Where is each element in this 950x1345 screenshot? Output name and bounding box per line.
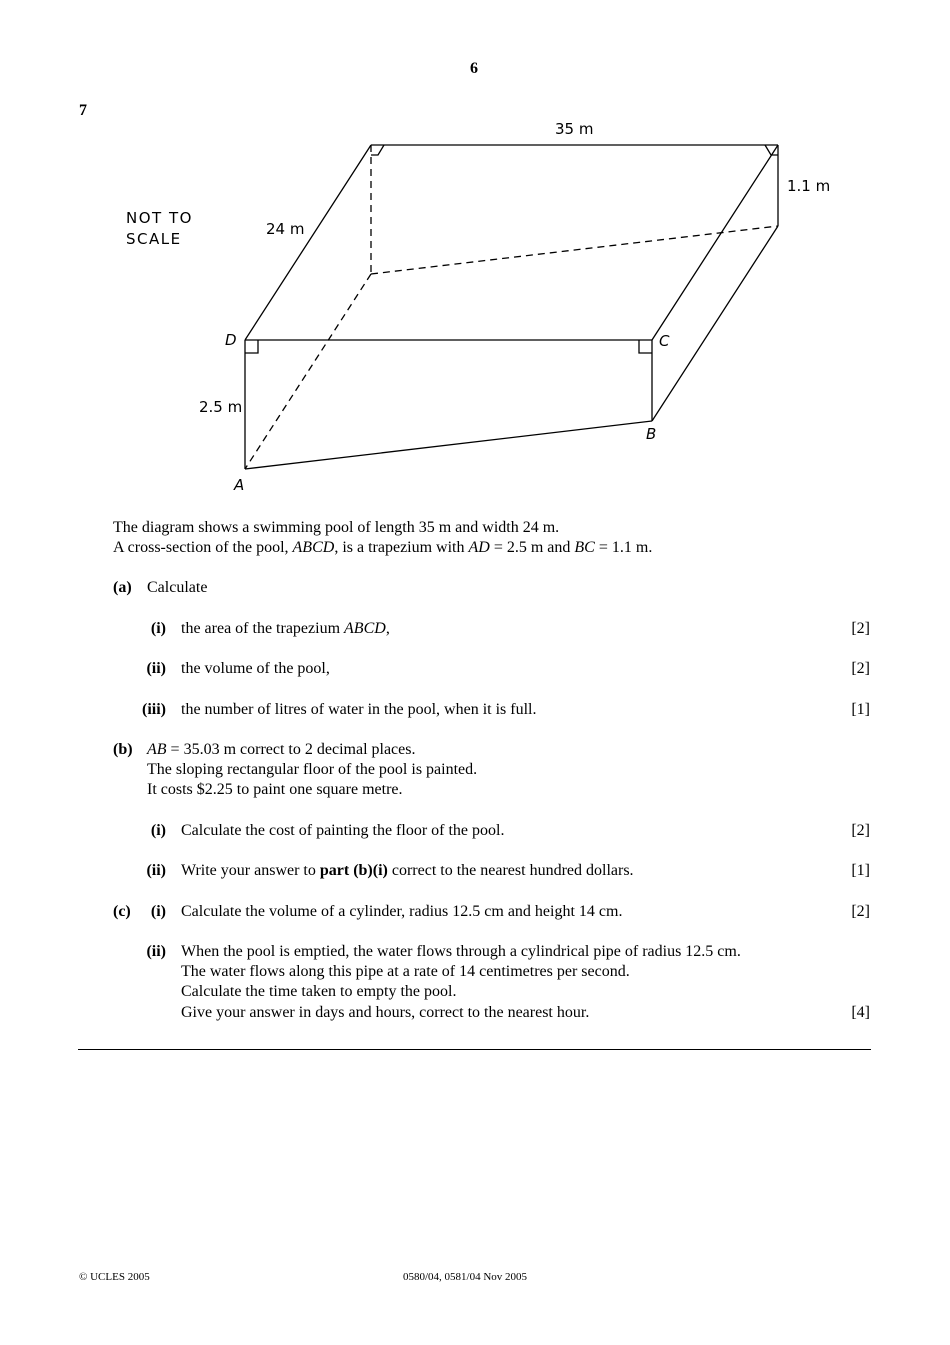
edge-bottom-right — [652, 226, 778, 421]
label-deep-depth: 2.5 m — [199, 398, 243, 416]
part-c-ii-line2: The water flows along this pipe at a rate of 14 centimetres per second. — [181, 963, 630, 980]
part-b-i-marks: [2] — [851, 822, 870, 839]
part-c-i-text: Calculate the volume of a cylinder, radius 12.5 cm and height 14 cm. — [181, 903, 623, 920]
part-c-ii-line1: When the pool is emptied, the water flows through a cylindrical pipe of radius 12.5 cm. — [181, 943, 741, 960]
part-a-i-text: the area of the trapezium ABCD, — [181, 620, 390, 637]
part-c-ii-label: (ii) — [146, 943, 166, 960]
part-c-ii-line4: Give your answer in days and hours, correct to the nearest hour. — [181, 1004, 590, 1021]
intro-line2: A cross-section of the pool, ABCD, is a trapezium with AD = 2.5 m and BC = 1.1 m. — [113, 539, 653, 556]
intro-line1: The diagram shows a swimming pool of length 35 m and width 24 m. — [113, 519, 560, 536]
part-b-line2: The sloping rectangular floor of the pool is painted. — [147, 761, 478, 778]
part-a-ii-label: (ii) — [146, 660, 166, 677]
right-angle-back-right — [765, 145, 778, 155]
label-length: 35 m — [555, 120, 594, 138]
hidden-edge-left-floor — [245, 274, 371, 469]
label-shallow-depth: 1.1 m — [787, 177, 831, 195]
part-a-label: (a) — [113, 579, 132, 596]
right-angle-c — [639, 340, 652, 353]
part-a-ii-text: the volume of the pool, — [181, 660, 330, 677]
label-width: 24 m — [266, 220, 305, 238]
question-number: 7 — [79, 102, 87, 119]
part-c-ii-marks: [4] — [851, 1004, 870, 1021]
part-c-i-label: (i) — [150, 903, 166, 920]
end-of-question-rule — [78, 1049, 871, 1050]
part-a-text: Calculate — [147, 579, 208, 596]
part-a-ii-marks: [2] — [851, 660, 870, 677]
part-a-iii-text: the number of litres of water in the pool, when it is full. — [181, 701, 537, 718]
footer-paper-code: 0580/04, 0581/04 Nov 2005 — [403, 1271, 528, 1283]
part-b-i-text: Calculate the cost of painting the floor of the pool. — [181, 822, 505, 839]
not-to-scale-line1: NOT TO — [126, 209, 193, 227]
part-b-line3: It costs $2.25 to paint one square metre. — [147, 781, 403, 798]
vertex-a: A — [234, 476, 245, 494]
right-angle-back-left — [371, 145, 384, 155]
part-a-i-label: (i) — [150, 620, 166, 637]
vertex-c: C — [659, 332, 670, 350]
part-a-iii-label: (iii) — [142, 701, 166, 718]
edge-right-top — [652, 145, 778, 340]
right-angle-d — [245, 340, 258, 353]
part-b-label: (b) — [113, 741, 133, 758]
part-c-i-marks: [2] — [851, 903, 870, 920]
part-b-i-label: (i) — [150, 822, 166, 839]
vertex-d: D — [225, 331, 237, 349]
part-a-i-marks: [2] — [851, 620, 870, 637]
part-b-ii-marks: [1] — [851, 862, 870, 879]
hidden-edge-back-floor — [371, 226, 778, 274]
part-a-iii-marks: [1] — [851, 701, 870, 718]
edge-left-top — [245, 145, 371, 340]
not-to-scale-line2: SCALE — [126, 230, 182, 248]
part-c-label: (c) — [113, 903, 131, 920]
part-b-ii-text: Write your answer to part (b)(i) correct to the nearest hundred dollars. — [181, 862, 634, 879]
pool-diagram — [0, 0, 950, 500]
edge-ab — [245, 421, 652, 469]
part-c-ii-line3: Calculate the time taken to empty the pool. — [181, 983, 457, 1000]
vertex-b: B — [646, 425, 657, 443]
footer-copyright: © UCLES 2005 — [79, 1271, 150, 1283]
part-b-line1: AB = 35.03 m correct to 2 decimal places. — [147, 741, 416, 758]
page-number: 6 — [470, 60, 478, 77]
part-b-ii-label: (ii) — [146, 862, 166, 879]
